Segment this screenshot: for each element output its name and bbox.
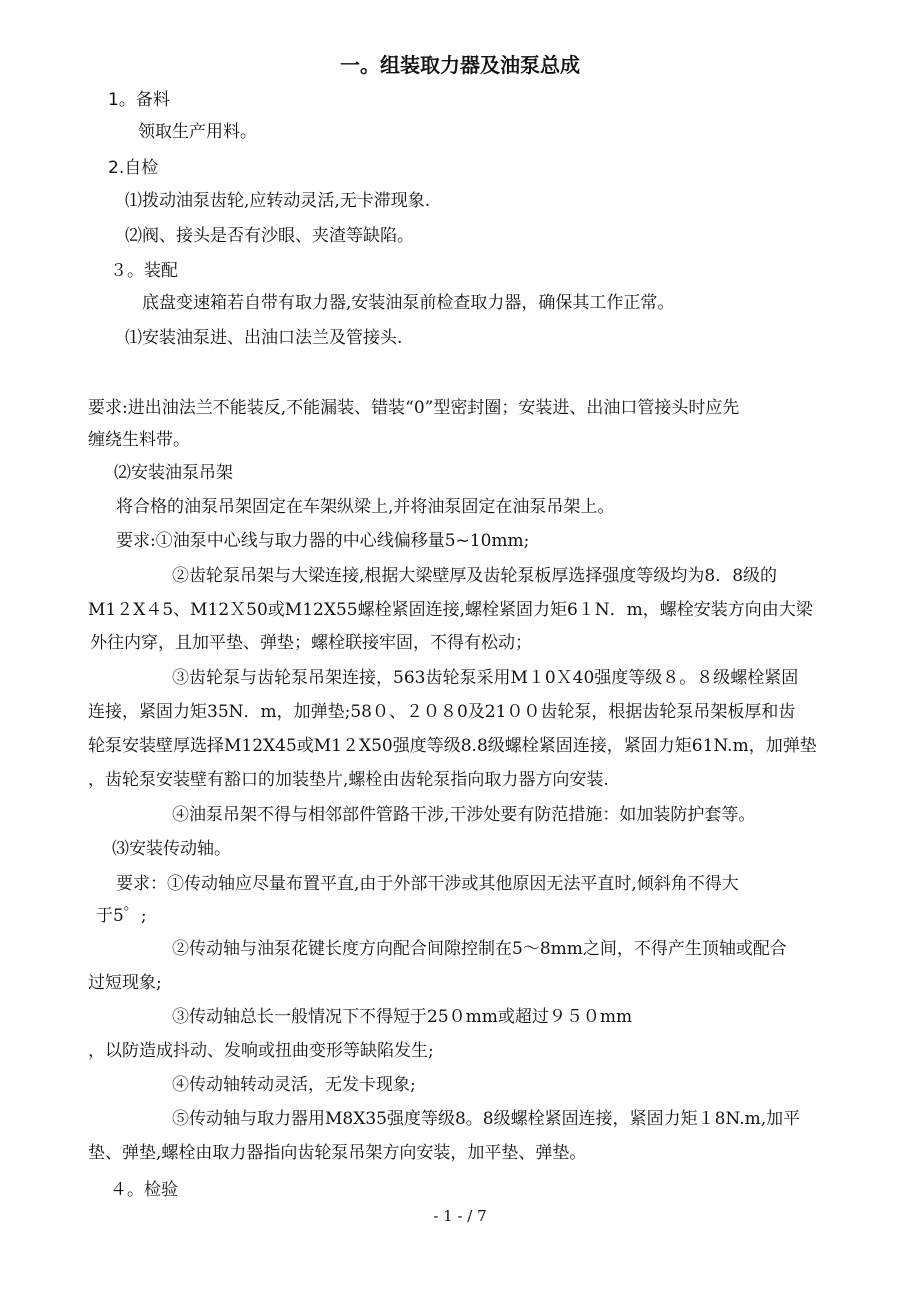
paragraph: 要求：①传动轴应尽量布置平直,由于外部干涉或其他原因无法平直时,倾斜角不得大 [116, 874, 739, 894]
paragraph: 于5゜; [96, 906, 147, 926]
paragraph: ③齿轮泵与齿轮泵吊架连接，563齿轮泵采用M１0Ｘ40强度等级８。８级螺栓紧固 [172, 668, 799, 688]
paragraph: ⑵安装油泵吊架 [114, 463, 233, 483]
paragraph: 垫、弹垫,螺栓由取力器指向齿轮泵吊架方向安装，加平垫、弹垫。 [88, 1143, 587, 1163]
page-number: - 1 - / 7 [433, 1207, 487, 1225]
paragraph: 过短现象; [88, 973, 162, 993]
section-heading: ３。装配 [110, 261, 178, 281]
section-heading: ４。检验 [110, 1180, 178, 1200]
paragraph: 要求:进出油法兰不能装反,不能漏装、错装“0”型密封圈；安装进、出油口管接头时应先 [88, 398, 740, 418]
paragraph: ，齿轮泵安装壁有豁口的加装垫片,螺栓由齿轮泵指向取力器方向安装. [88, 770, 609, 790]
section-heading: 1。备料 [108, 90, 170, 110]
paragraph: 连接，紧固力矩35N．m，加弹垫;58０、２０８0及21００齿轮泵，根据齿轮泵吊架板厚和齿 [88, 702, 796, 722]
paragraph: 将合格的油泵吊架固定在车架纵梁上,并将油泵固定在油泵吊架上。 [116, 497, 615, 517]
paragraph: 缠绕生料带。 [88, 430, 190, 450]
section-heading: 2.自检 [108, 158, 159, 178]
paragraph: 领取生产用料。 [138, 122, 257, 142]
paragraph: 底盘变速箱若自带有取力器,安装油泵前检查取力器，确保其工作正常。 [142, 293, 675, 313]
paragraph: 轮泵安装壁厚选择M12X45或M1２X50强度等级8.8级螺栓紧固连接，紧固力矩61N.m，加弹垫 [88, 736, 817, 756]
paragraph: ⑴安装油泵进、出油口法兰及管接头. [125, 328, 403, 348]
page-title: 一。组装取力器及油泵总成 [340, 53, 580, 77]
paragraph: ⑶安装传动轴。 [112, 839, 231, 859]
paragraph: ④传动轴转动灵活，无发卡现象; [172, 1075, 416, 1095]
paragraph: ，以防造成抖动、发响或扭曲变形等缺陷发生; [88, 1041, 434, 1061]
paragraph: 要求:①油泵中心线与取力器的中心线偏移量5~10mm; [116, 531, 530, 551]
paragraph: ③传动轴总长一般情况下不得短于25０mm或超过９５０mm [172, 1007, 633, 1027]
paragraph: ⑵阀、接头是否有沙眼、夹渣等缺陷。 [125, 226, 414, 246]
paragraph: ⑤传动轴与取力器用M8X35强度等级8。8级螺栓紧固连接，紧固力矩１8N.m,加平 [172, 1109, 801, 1129]
paragraph: ④油泵吊架不得与相邻部件管路干涉,干涉处要有防范措施：如加装防护套等。 [172, 805, 756, 825]
paragraph: ②传动轴与油泵花键长度方向配合间隙控制在5～8mm之间，不得产生顶轴或配合 [172, 939, 787, 959]
paragraph: ⑴拨动油泵齿轮,应转动灵活,无卡滞现象. [125, 191, 431, 211]
paragraph: ②齿轮泵吊架与大梁连接,根据大梁壁厚及齿轮泵板厚选择强度等级均为8．8级的 [172, 566, 778, 586]
paragraph: M1２X４5、M12Ｘ50或M12X55螺栓紧固连接,螺栓紧固力矩6１N．m，螺栓安装方向由大梁 [88, 600, 813, 620]
paragraph: 外往内穿，且加平垫、弹垫；螺栓联接牢固，不得有松动； [90, 633, 532, 653]
